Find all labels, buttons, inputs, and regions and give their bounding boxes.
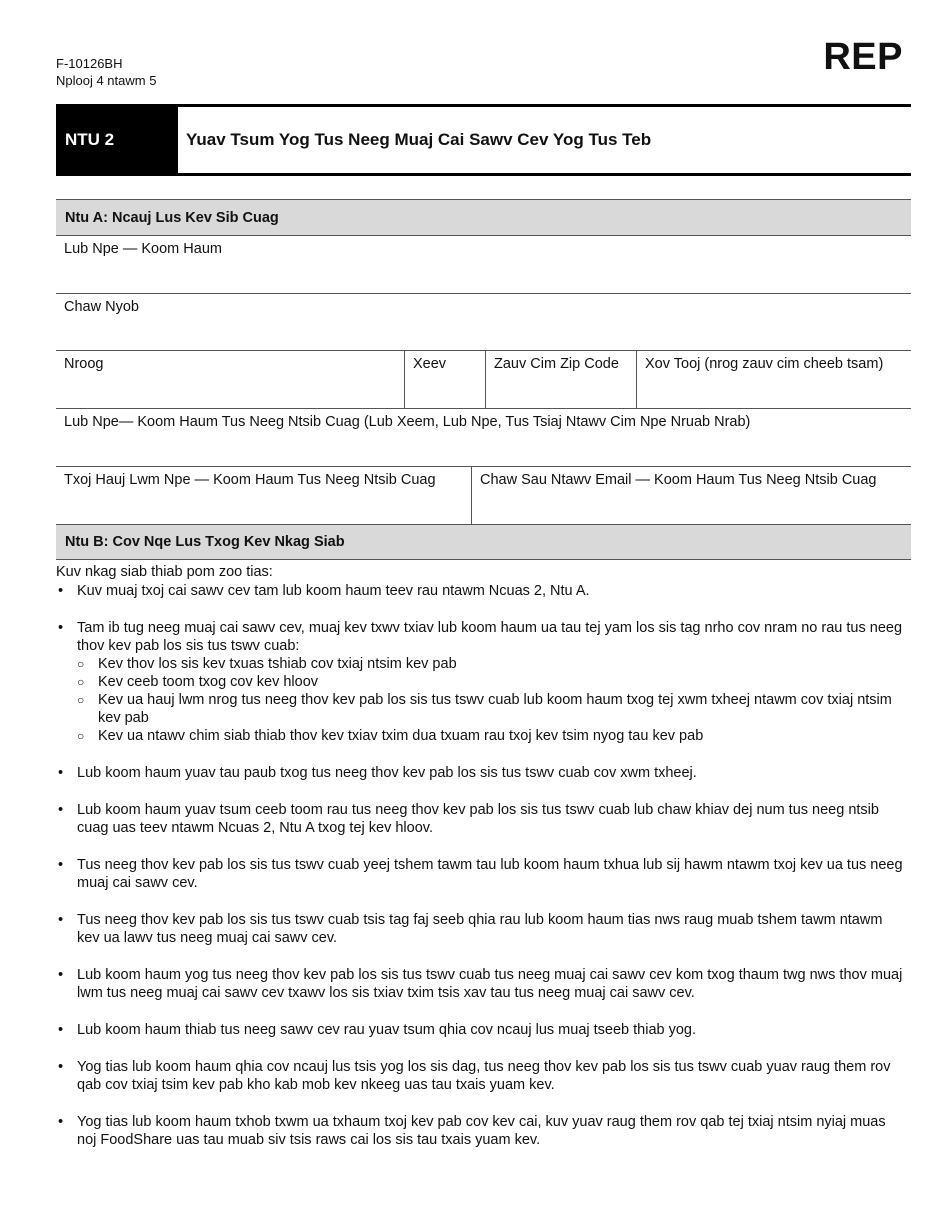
statements-lead: Kuv nkag siab thiab pom zoo tias: (56, 564, 273, 580)
sub-item-text: Kev ua hauj lwm nrog tus neeg thov kev pab los sis tus tswv cuab lub koom haum txog tej xwm txheej ntawm cov txiaj ntsim kev pab (98, 692, 892, 726)
contact-email-label: Chaw Sau Ntawv Email — Koom Haum Tus Neeg Ntsib Cuag (480, 472, 877, 488)
statement-item (56, 1021, 906, 1039)
form-id: F-10126BH (56, 56, 123, 71)
statement-text: Kuv muaj txoj cai sawv cev tam lub koom haum teev rau ntawm Ncuas 2, Ntu A. (77, 583, 590, 599)
bullet-icon: • (58, 583, 64, 599)
bullet-icon: • (58, 802, 64, 818)
contact-title-label: Txoj Hauj Lwm Npe — Koom Haum Tus Neeg Ntsib Cuag (64, 472, 436, 488)
part-title: Yuav Tsum Yog Tus Neeg Muaj Cai Sawv Cev Yog Tus Teb (186, 130, 652, 149)
authority-sublist (77, 655, 906, 745)
bullet-icon: • (58, 857, 64, 873)
section-b-header: Ntu B: Cov Nqe Lus Txog Kev Nkag Siab (56, 524, 911, 560)
sub-item-text: Kev ua ntawv chim siab thiab thov kev txiav txim dua txuam rau txoj kev tsim nyog tau kev pab (98, 728, 704, 744)
statement-item (56, 1113, 906, 1149)
part-number: NTU 2 (56, 107, 178, 173)
statement-item (56, 619, 906, 745)
statement-item (56, 764, 906, 782)
contact-name-field[interactable] (56, 409, 911, 467)
circle-bullet-icon: ○ (77, 729, 85, 743)
statement-text: Tus neeg thov kev pab los sis tus tswv cuab tsis tag faj seeb qhia rau lub koom haum tias nws raug muab tshem tawm ntawm kev ua lawv tus neeg muaj cai sawv cev. (77, 912, 883, 946)
contact-title-field[interactable] (56, 467, 471, 525)
statement-text: Yog tias lub koom haum qhia cov ncauj lus tsis yog los sis dag, tus neeg thov kev pab los sis tus tswv cuab yuav raug them rov qab cov txiaj tsim kev pab kho kab mob kev nkeeg uas tau txais yuam kev. (77, 1059, 891, 1093)
statement-text: Lub koom haum yuav tsum ceeb toom rau tus neeg thov kev pab los sis tus tswv cuab lub chaw khiav dej num tus neeg ntsib cuag uas teev ntawm Ncuas 2, Ntu A txog tej kev hloov. (77, 802, 879, 836)
bullet-icon: • (58, 620, 64, 636)
statement-item (56, 856, 906, 892)
state-field[interactable] (404, 351, 485, 408)
bullet-icon: • (58, 967, 64, 983)
statement-text: Lub koom haum yog tus neeg thov kev pab los sis tus tswv cuab tus neeg muaj cai sawv cev kom txog thaum twg nws thov muaj lwm tus neeg muaj cai sawv cev txawv los sis txiav txim tsis xav tau tus neeg muaj cai sawv cev. (77, 967, 903, 1001)
statement-text: Tus neeg thov kev pab los sis tus tswv cuab yeej tshem tawm tau lub koom haum txhua lub sij hawm ntawm txoj kev ua tus neeg muaj cai sawv cev. (77, 857, 903, 891)
bullet-icon: • (58, 1059, 64, 1075)
statement-text: Lub koom haum yuav tau paub txog tus neeg thov kev pab los sis tus tswv cuab cov xwm txheej. (77, 765, 697, 781)
sub-item-text: Kev thov los sis kev txuas tshiab cov txiaj ntsim kev pab (98, 656, 457, 672)
circle-bullet-icon: ○ (77, 693, 85, 707)
contact-name-label: Lub Npe— Koom Haum Tus Neeg Ntsib Cuag (Lub Xeem, Lub Npe, Tus Tsiaj Ntawv Cim Npe Nruab Nrab) (64, 414, 751, 430)
sub-item (77, 727, 906, 745)
sub-item (77, 655, 906, 673)
statement-text: Tam ib tug neeg muaj cai sawv cev, muaj kev txwv txiav lub koom haum ua tau tej yam los sis tag nrho cov nram no rau tus neeg thov kev pab los sis tus tswv cuab: (77, 620, 903, 654)
bullet-icon: • (58, 1022, 64, 1038)
address-field[interactable] (56, 294, 911, 351)
statements-list (56, 582, 906, 1149)
section-a-header: Ntu A: Ncauj Lus Kev Sib Cuag (56, 199, 911, 236)
phone-field[interactable] (636, 351, 911, 408)
contact-title-email-row (56, 467, 911, 525)
phone-label: Xov Tooj (nrog zauv cim cheeb tsam) (645, 356, 884, 372)
part-header (56, 104, 911, 176)
statement-text: Lub koom haum thiab tus neeg sawv cev rau yuav tsum qhia cov ncauj lus muaj tseeb thiab yog. (77, 1022, 697, 1038)
city-field[interactable] (56, 351, 404, 408)
statement-item (56, 1058, 906, 1094)
form-code: REP (823, 36, 903, 78)
org-name-label: Lub Npe — Koom Haum (64, 241, 222, 257)
circle-bullet-icon: ○ (77, 675, 85, 689)
section-b-content (56, 563, 906, 1168)
statement-text: Yog tias lub koom haum txhob txwm ua txhaum txoj kev pab cov kev cai, kuv yuav raug them rov qab tej txiaj ntsim nyiaj muas noj FoodShare uas tau muab siv tsis raws cai los sis tau txais yuam kev. (77, 1114, 886, 1148)
bullet-icon: • (58, 912, 64, 928)
city-state-zip-row (56, 351, 911, 409)
zip-label: Zauv Cim Zip Code (494, 356, 619, 372)
bullet-icon: • (58, 765, 64, 781)
statement-item (56, 966, 906, 1002)
city-label: Nroog (64, 356, 104, 372)
sub-item-text: Kev ceeb toom txog cov kev hloov (98, 674, 319, 690)
statement-item (56, 582, 906, 600)
zip-field[interactable] (485, 351, 636, 408)
form-header-info (56, 55, 156, 89)
sub-item (77, 691, 906, 727)
page-number: Nplooj 4 ntawm 5 (56, 73, 157, 88)
bullet-icon: • (58, 1114, 64, 1130)
statement-item (56, 911, 906, 947)
circle-bullet-icon: ○ (77, 657, 85, 671)
address-label: Chaw Nyob (64, 299, 139, 315)
contact-email-field[interactable] (471, 467, 911, 525)
org-name-field[interactable] (56, 236, 911, 294)
statement-item (56, 801, 906, 837)
state-label: Xeev (413, 356, 447, 372)
sub-item (77, 673, 906, 691)
